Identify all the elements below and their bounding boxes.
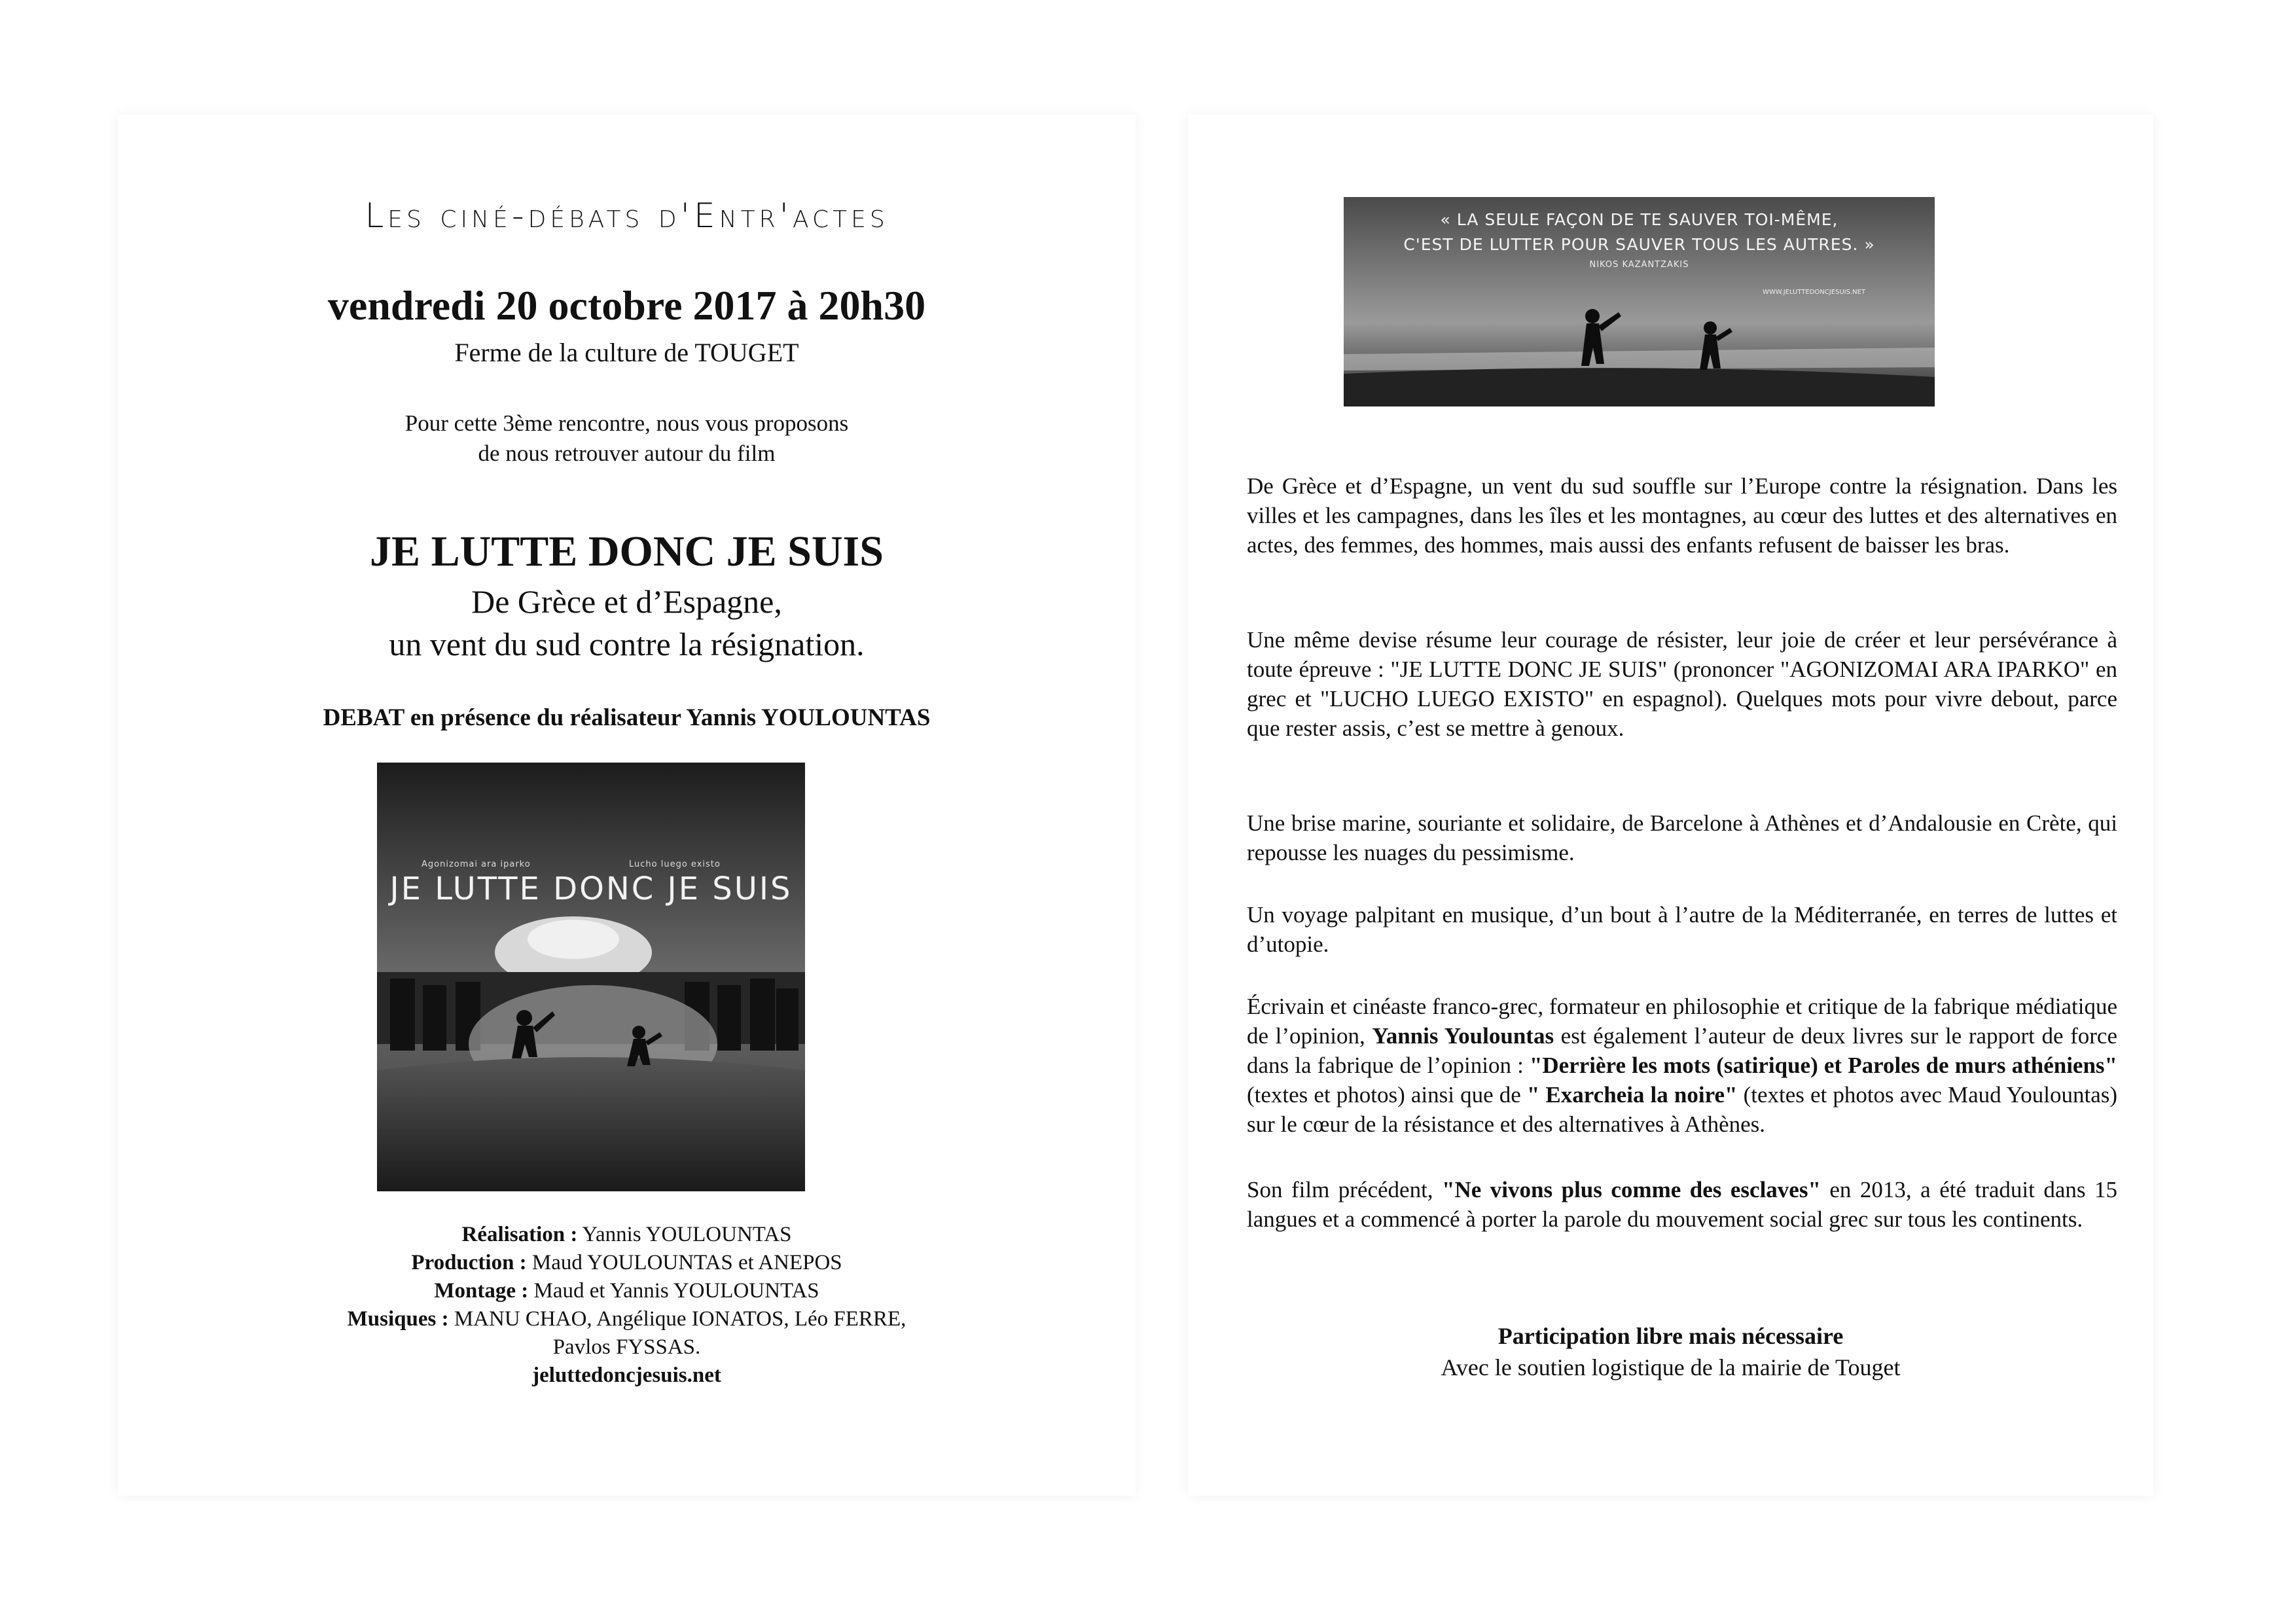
right-page — [1188, 115, 2153, 1496]
film-title: JE LUTTE DONC JE SUIS — [370, 528, 884, 575]
paragraph-2: Une même devise résume leur courage de résister, leur joie de créer et leur persévérance à toute épreuve : "JE LUTTE DONC JE SUIS" (prononcer "AGONIZOMAI ARA IPARKO" en grec et "LUCHO LUEGO EXISTO" en espagnol). Quelques mots pour vivre debout, parce que rester assis, c’est se mettre à genoux. — [1247, 627, 2117, 741]
debate-info: DEBAT en présence du réalisateur Yannis YOULOUNTAS — [323, 704, 931, 731]
series-title: Les ciné-débats d'Entr'actes — [365, 196, 889, 236]
banner-author: NIKOS KAZANTZAKIS — [1589, 260, 1689, 270]
footer-support: Avec le soutien logistique de la mairie de Touget — [1441, 1354, 1901, 1380]
p5-text-c: est également l’auteur de deux livres sur le rapport de force dans la fabrique de l’opinion : — [1247, 1023, 2117, 1078]
film-subtitle-2: un vent du sud contre la résignation. — [389, 626, 865, 662]
p6-film-title: "Ne vivons plus comme des esclaves" — [1442, 1177, 1821, 1202]
event-date: vendredi 20 octobre 2017 à 20h30 — [327, 282, 926, 329]
credit-production: Maud YOULOUNTAS et ANEPOS — [526, 1251, 842, 1274]
p6-text-c: en 2013, a été traduit dans 15 langues et a commencé à porter la parole du mouvement social grec sur tous les continents. — [1247, 1177, 2118, 1232]
paragraph-1: De Grèce et d’Espagne, un vent du sud souffle sur l’Europe contre la résignation. Dans les villes et les campagnes, dans les îles et les montagnes, au cœur des luttes et des alternatives en actes, des femmes, des hommes, mais aussi des enfants refusent de baisser les bras. — [1247, 473, 2117, 558]
p5-text-g: (textes et photos avec Maud Youlountas) sur le cœur de la résistance et des alternatives à Athènes. — [1247, 1082, 2118, 1137]
paragraph-4: Un voyage palpitant en musique, d’un bout à l’autre de la Méditerranée, en terres de luttes et d’utopie. — [1247, 902, 2117, 957]
quote-banner-image — [1344, 197, 1935, 406]
credit-realisation-label: Réalisation : — [461, 1223, 578, 1246]
paragraph-3: Une brise marine, souriante et solidaire, de Barcelone à Athènes et d’Andalousie en Crète, qui repousse les nuages du pessimisme. — [1247, 810, 2117, 865]
poster-illustration — [377, 763, 805, 1191]
poster-title: JE LUTTE DONC JE SUIS — [389, 871, 793, 907]
credit-musiques-2: Pavlos FYSSAS. — [552, 1335, 701, 1359]
p5-book-1: "Derrière les mots (satirique) et Paroles de murs athéniens" — [1529, 1053, 2117, 1078]
credit-musiques-label: Musiques : — [347, 1307, 449, 1331]
film-poster-image — [377, 763, 805, 1191]
credits-block — [118, 1221, 1136, 1390]
p5-book-2: " Exarcheia la noire" — [1526, 1082, 1738, 1108]
credit-musiques: MANU CHAO, Angélique IONATOS, Léo FERRE, — [448, 1307, 906, 1331]
intro-line-2: de nous retrouver autour du film — [478, 441, 776, 466]
credit-montage: Maud et Yannis YOULOUNTAS — [528, 1279, 819, 1303]
film-subtitle-1: De Grèce et d’Espagne, — [471, 583, 782, 620]
p5-author-name: Yannis Youlountas — [1372, 1023, 1554, 1049]
poster-greek-subtitle: Agonizomai ara iparko — [422, 859, 531, 869]
p5-text-e: (textes et photos) ainsi que de — [1247, 1082, 1527, 1108]
paragraph-6 — [1247, 1175, 2117, 1234]
venue: Ferme de la culture de TOUGET — [454, 338, 799, 367]
left-page — [118, 115, 1136, 1496]
website-link[interactable]: jeluttedoncjesuis.net — [532, 1363, 721, 1387]
p5-text-a: Écrivain et cinéaste franco-grec, formateur en philosophie et critique de la fabrique médiatique de l’opinion, — [1247, 994, 2117, 1049]
paragraph-5 — [1247, 992, 2117, 1139]
credit-realisation: Yannis YOULOUNTAS — [577, 1223, 792, 1246]
banner-quote-line-2: C'EST DE LUTTER POUR SAUVER TOUS LES AUTRES. » — [1403, 235, 1875, 254]
intro-line-1: Pour cette 3ème rencontre, nous vous proposons — [404, 410, 849, 436]
credit-montage-label: Montage : — [434, 1279, 529, 1303]
banner-quote-line-1: « LA SEULE FAÇON DE TE SAUVER TOI-MÊME, — [1440, 210, 1839, 229]
credit-production-label: Production : — [411, 1251, 527, 1274]
poster-spanish-subtitle: Lucho luego existo — [629, 859, 721, 869]
banner-url: WWW.JELUTTEDONCJESUIS.NET — [1763, 289, 1866, 296]
footer-participation: Participation libre mais nécessaire — [1498, 1323, 1844, 1349]
p6-text-a: Son film précédent, — [1247, 1177, 1443, 1202]
